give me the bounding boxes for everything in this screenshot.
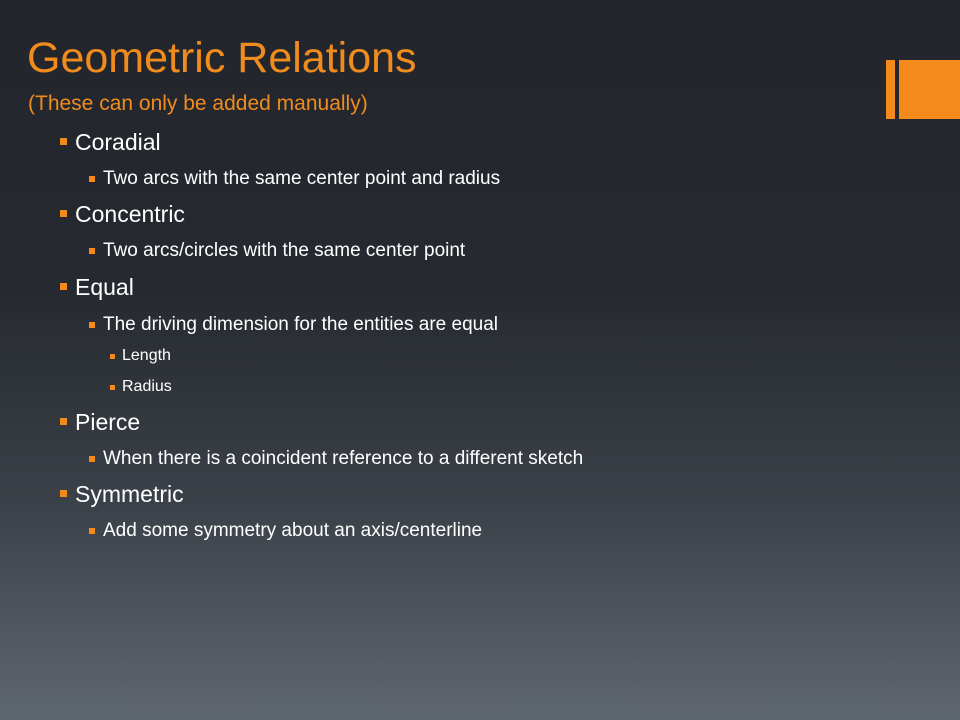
square-bullet-icon bbox=[89, 248, 95, 254]
square-bullet-icon bbox=[60, 138, 67, 145]
bullet-item-level1 bbox=[75, 273, 134, 301]
bullet-text: Radius bbox=[122, 378, 172, 395]
bullet-item-level2 bbox=[103, 519, 482, 543]
bullet-text: Equal bbox=[75, 274, 134, 300]
square-bullet-icon bbox=[89, 528, 95, 534]
square-bullet-icon bbox=[89, 456, 95, 462]
square-bullet-icon bbox=[60, 418, 67, 425]
bullet-text: Symmetric bbox=[75, 481, 184, 507]
bullet-item-level1 bbox=[75, 480, 184, 508]
bullet-text: The driving dimension for the entities are equal bbox=[103, 314, 499, 335]
accent-bar-decoration bbox=[886, 60, 895, 119]
square-bullet-icon bbox=[60, 283, 67, 290]
bullet-item-level2 bbox=[103, 239, 465, 263]
bullet-item-level1 bbox=[75, 408, 140, 436]
bullet-item-level2 bbox=[103, 167, 500, 191]
bullet-text: Two arcs with the same center point and radius bbox=[103, 168, 501, 189]
bullet-item-level3 bbox=[122, 346, 171, 366]
bullet-item-level3 bbox=[122, 377, 172, 397]
bullet-text: Coradial bbox=[75, 129, 161, 155]
bullet-item-level2 bbox=[103, 313, 498, 337]
slide-subtitle: (These can only be added manually) bbox=[28, 92, 368, 115]
bullet-item-level1 bbox=[75, 128, 161, 156]
square-bullet-icon bbox=[110, 354, 115, 359]
square-bullet-icon bbox=[60, 210, 67, 217]
bullet-item-level2 bbox=[103, 447, 583, 471]
bullet-text: Two arcs/circles with the same center point bbox=[103, 240, 466, 261]
bullet-text: Length bbox=[122, 347, 171, 364]
square-bullet-icon bbox=[89, 176, 95, 182]
slide-title: Geometric Relations bbox=[27, 34, 417, 82]
square-bullet-icon bbox=[60, 490, 67, 497]
accent-block-decoration bbox=[899, 60, 960, 119]
bullet-text: Add some symmetry about an axis/centerline bbox=[103, 520, 483, 541]
bullet-text: When there is a coincident reference to a different sketch bbox=[103, 448, 584, 469]
bullet-text: Concentric bbox=[75, 201, 185, 227]
square-bullet-icon bbox=[110, 385, 115, 390]
square-bullet-icon bbox=[89, 322, 95, 328]
bullet-item-level1 bbox=[75, 200, 185, 228]
bullet-text: Pierce bbox=[75, 409, 141, 435]
